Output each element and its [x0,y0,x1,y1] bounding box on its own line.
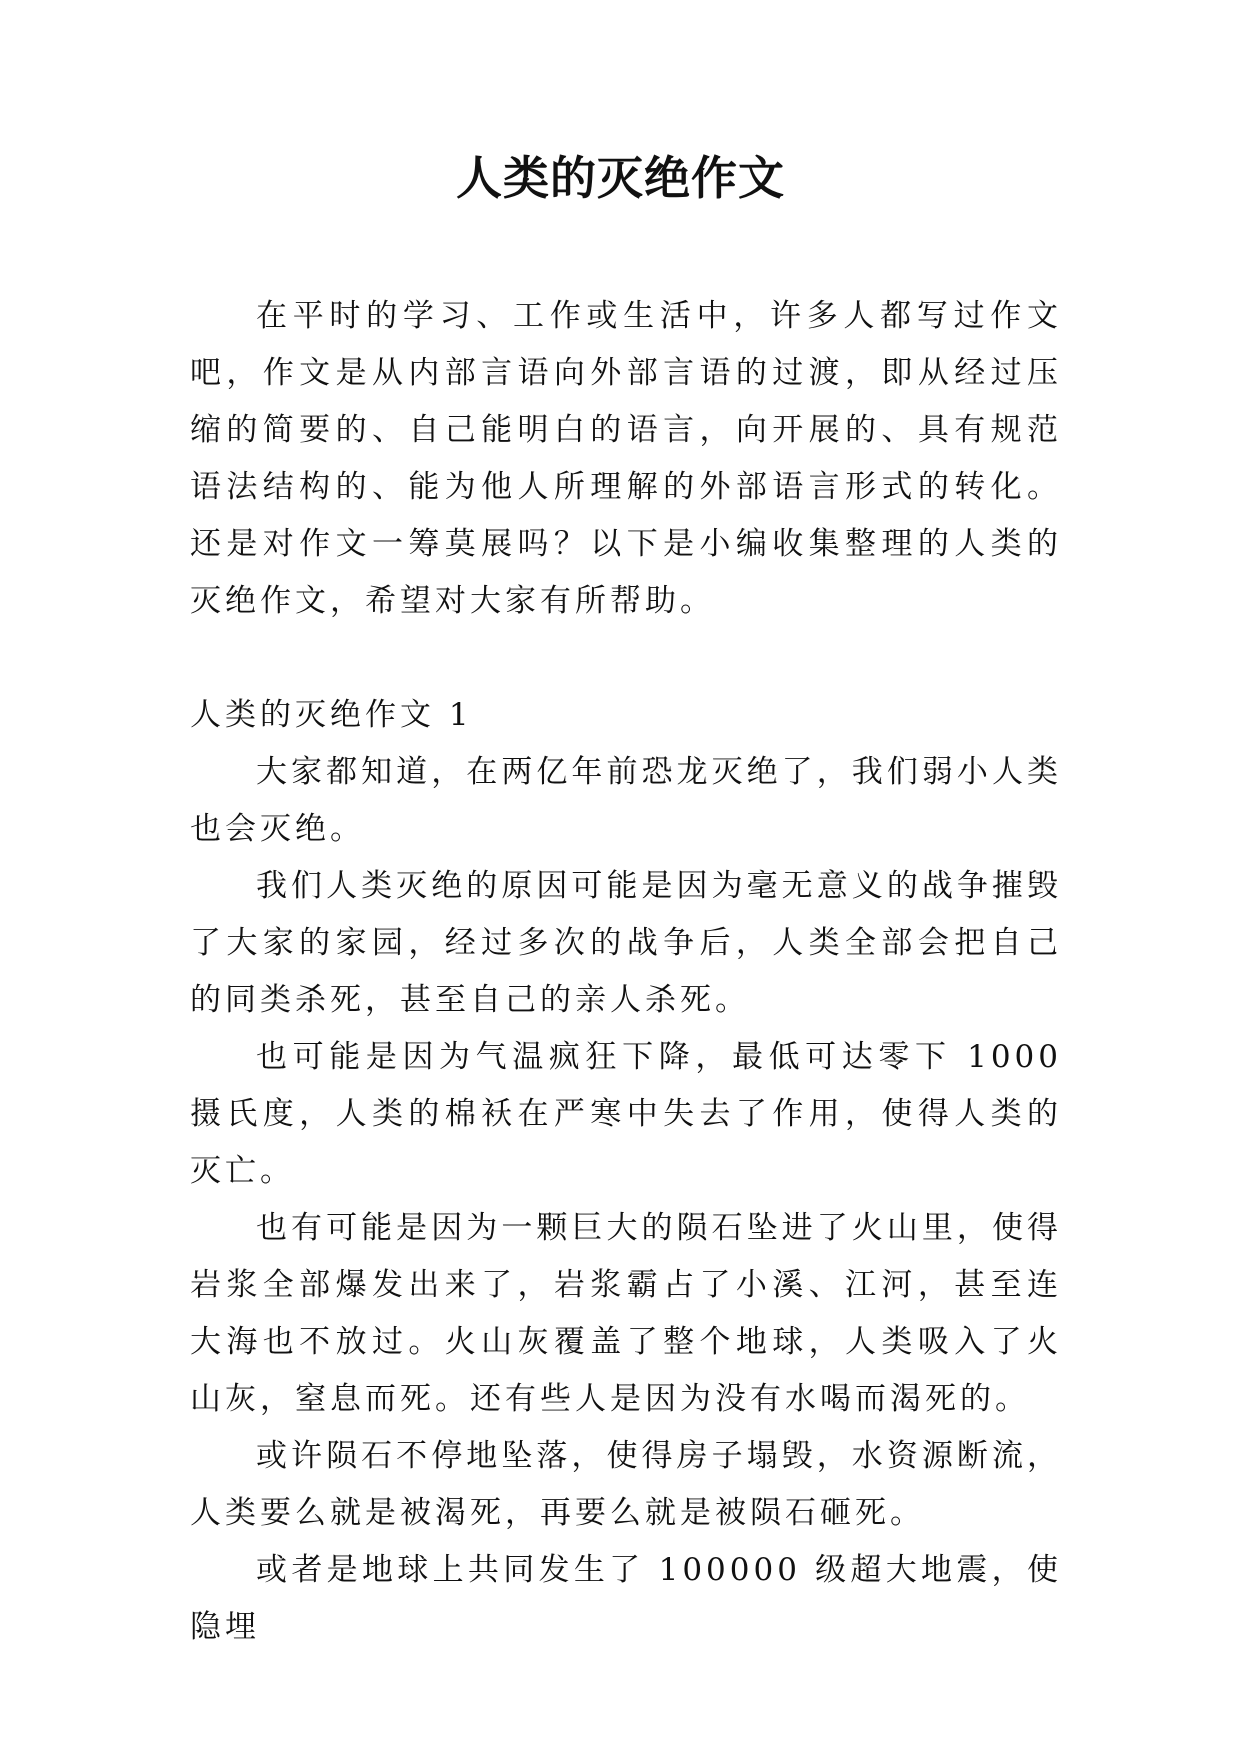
body-paragraph-5: 或许陨石不停地坠落，使得房子塌毁，水资源断流，人类要么就是被渴死，再要么就是被陨石砸死。 [190,1438,1062,1531]
section-spacer [190,630,1062,687]
body-paragraph-1: 大家都知道，在两亿年前恐龙灭绝了，我们弱小人类也会灭绝。 [190,754,1062,847]
document-title: 人类的灭绝作文 [456,151,785,205]
intro-paragraph: 在平时的学习、工作或生活中，许多人都写过作文吧，作文是从内部言语向外部言语的过渡，即从经过压缩的简要的、自己能明白的语言，向开展的、具有规范语法结构的、能为他人所理解的外部语言形式的转化。还是对作文一筹莫展吗？以下是小编收集整理的人类的灭绝作文，希望对大家有所帮助。 [190,298,1062,619]
body-paragraph-2: 我们人类灭绝的原因可能是因为毫无意义的战争摧毁了大家的家园，经过多次的战争后，人类全部会把自己的同类杀死，甚至自己的亲人杀死。 [190,868,1062,1018]
body-paragraph-6: 或者是地球上共同发生了 100000 级超大地震，使隐埋 [190,1552,1062,1645]
document-body [190,288,1062,1656]
body-paragraph-3: 也可能是因为气温疯狂下降，最低可达零下 1000 摄氏度，人类的棉袄在严寒中失去了作用，使得人类的灭亡。 [190,1039,1062,1189]
body-paragraph-4: 也有可能是因为一颗巨大的陨石坠进了火山里，使得岩浆全部爆发出来了，岩浆霸占了小溪、江河，甚至连大海也不放过。火山灰覆盖了整个地球，人类吸入了火山灰，窒息而死。还有些人是因为没有水喝而渴死的。 [190,1210,1062,1417]
section-heading: 人类的灭绝作文 1 [190,697,473,733]
